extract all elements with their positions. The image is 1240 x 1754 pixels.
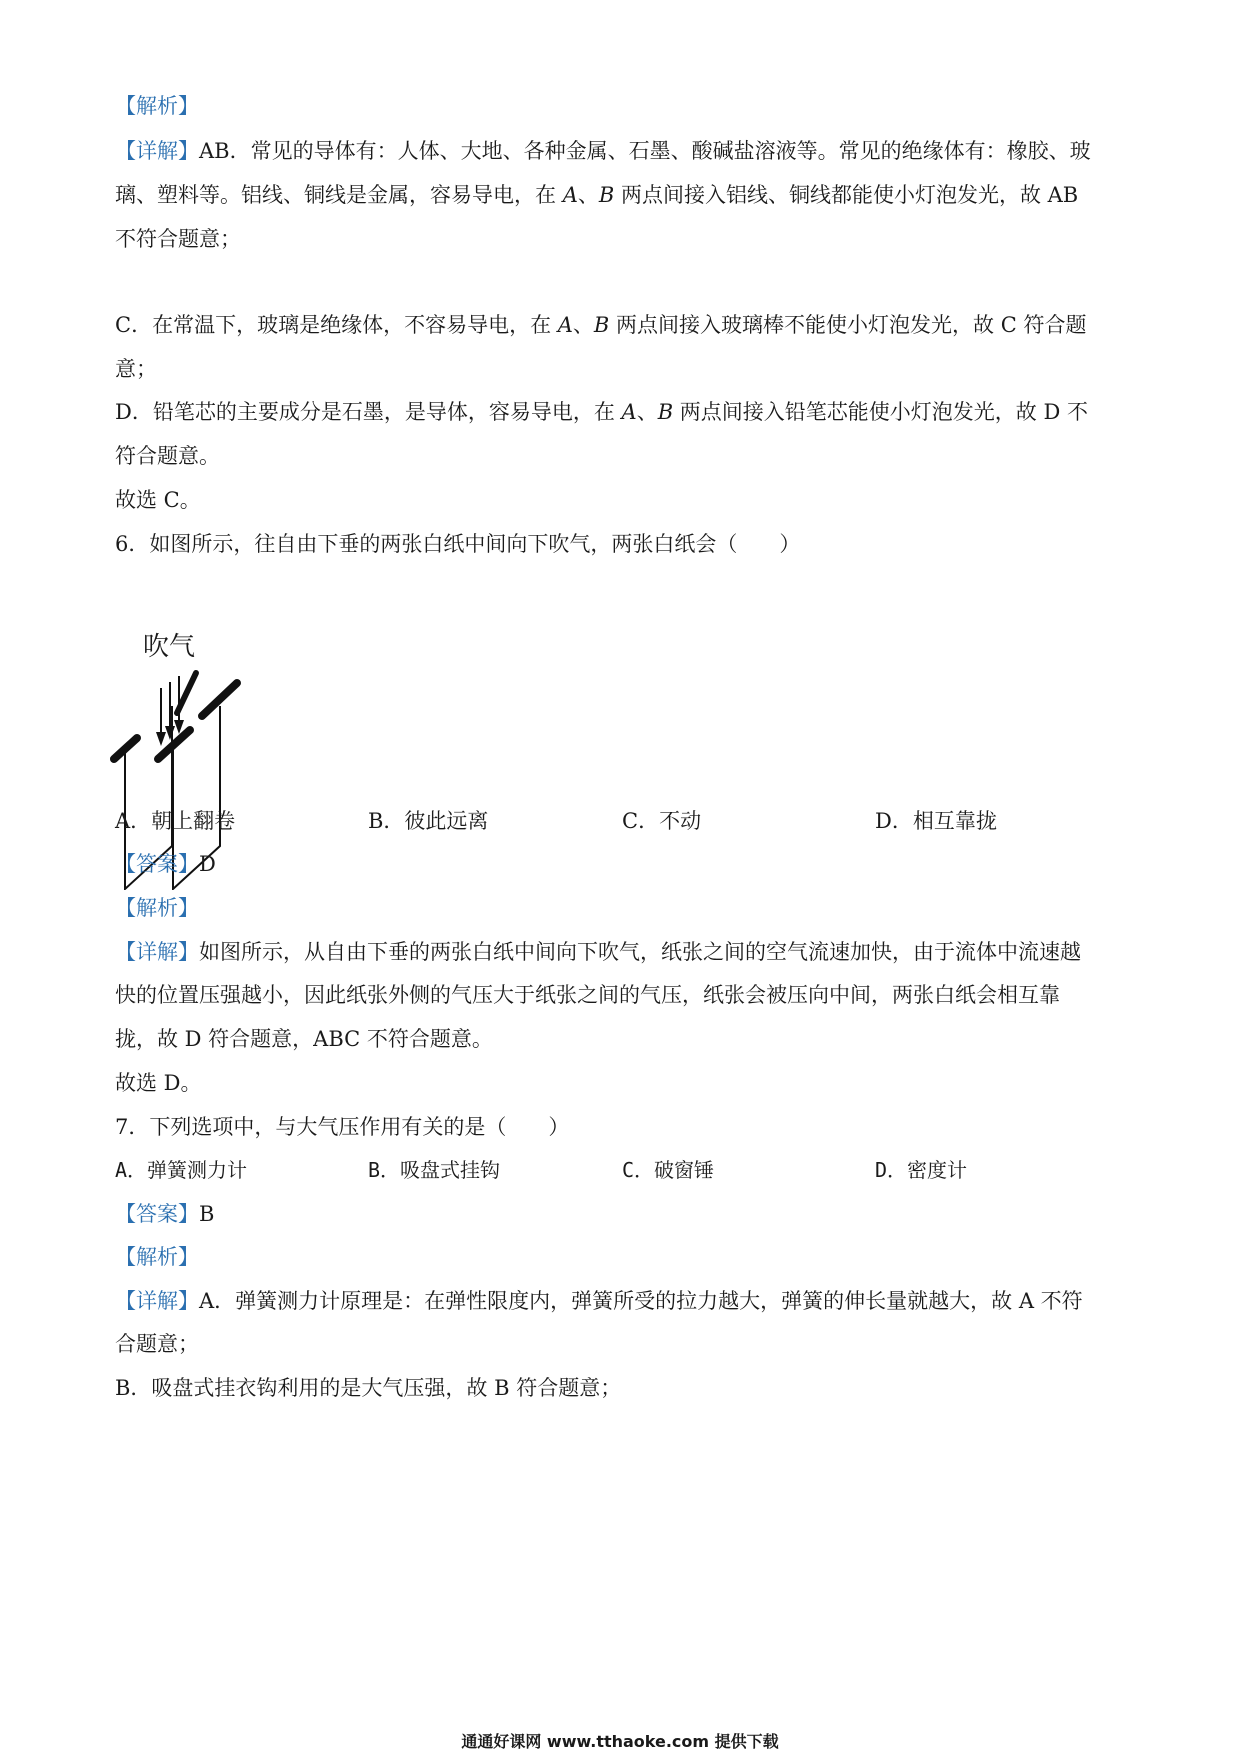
detail-line: 符合题意。	[115, 444, 220, 468]
detail-tag: 【详解】	[115, 940, 199, 964]
q7-option-b[interactable]: B．吸盘式挂钩	[368, 1158, 501, 1182]
q6-option-c[interactable]: C．不动	[622, 809, 702, 833]
analysis-tag: 【解析】	[115, 94, 199, 118]
detail-line: 拢，故 D 符合题意，ABC 不符合题意。	[115, 1027, 493, 1051]
analysis-tag: 【解析】	[115, 896, 199, 920]
detail-line: 【详解】A．弹簧测力计原理是：在弹性限度内，弹簧所受的拉力越大，弹簧的伸长量就越大，故 A 不符	[115, 1289, 1083, 1313]
answer-value: B	[199, 1202, 215, 1226]
footer-source: 通通好课网 www.tthaoke.com 提供下载	[461, 1732, 779, 1751]
answer-line	[115, 1199, 214, 1229]
q7-option-d[interactable]: D．密度计	[875, 1158, 968, 1182]
question-6: 6．如图所示，往自由下垂的两张白纸中间向下吹气，两张白纸会（ ）	[115, 532, 801, 556]
question-7: 7．下列选项中，与大气压作用有关的是（ ）	[115, 1115, 570, 1139]
q6-option-a[interactable]: A．朝上翻卷	[115, 809, 236, 833]
analysis-tag: 【解析】	[115, 1245, 199, 1269]
detail-line: 【详解】AB．常见的导体有：人体、大地、各种金属、石墨、酸碱盐溶液等。常见的绝缘体有：橡胶、玻	[115, 139, 1091, 163]
q7-option-a[interactable]: A．弹簧测力计	[115, 1158, 248, 1182]
detail-tag: 【详解】	[115, 1289, 199, 1313]
answer-line	[115, 849, 216, 879]
answer-value: D	[199, 852, 216, 876]
detail-line: 合题意；	[115, 1332, 199, 1356]
q6-option-d[interactable]: D．相互靠拢	[875, 809, 997, 833]
detail-line: D．铅笔芯的主要成分是石墨，是导体，容易导电，在 A、B 两点间接入铅笔芯能使小灯泡发光，故 D 不	[115, 400, 1088, 424]
detail-line: 不符合题意；	[115, 227, 241, 251]
answer-tag: 【答案】	[115, 852, 199, 876]
q6-option-b[interactable]: B．彼此远离	[368, 809, 489, 833]
detail-line: 意；	[115, 357, 157, 381]
detail-line: 璃、塑料等。铝线、铜线是金属，容易导电，在 A、B 两点间接入铝线、铜线都能使小灯泡发光，故 AB	[115, 183, 1079, 207]
detail-line: 【详解】如图所示，从自由下垂的两张白纸中间向下吹气，纸张之间的空气流速加快，由于流体中流速越	[115, 940, 1081, 964]
detail-line: 快的位置压强越小，因此纸张外侧的气压大于纸张之间的气压，纸张会被压向中间，两张白纸会相互靠	[115, 983, 1060, 1007]
detail-line: C．在常温下，玻璃是绝缘体，不容易导电，在 A、B 两点间接入玻璃棒不能使小灯泡发光，故 C 符合题	[115, 313, 1087, 337]
detail-tag: 【详解】	[115, 139, 199, 163]
selection-line: 故选 D。	[115, 1071, 202, 1095]
q7-option-c[interactable]: C．破窗锤	[622, 1158, 715, 1182]
blow-label: 吹气	[143, 632, 196, 662]
selection-line: 故选 C。	[115, 488, 201, 512]
answer-tag: 【答案】	[115, 1202, 199, 1226]
detail-line: B．吸盘式挂衣钩利用的是大气压强，故 B 符合题意；	[115, 1376, 622, 1400]
